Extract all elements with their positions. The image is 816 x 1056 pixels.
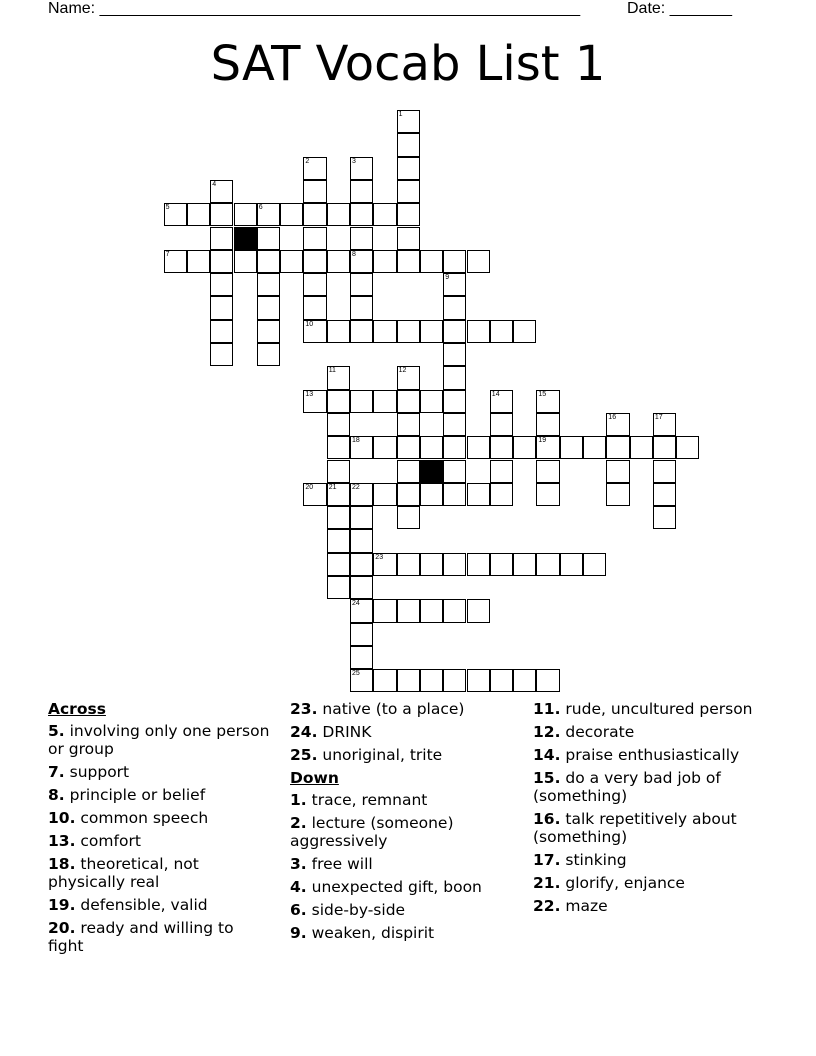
across-clue-5 — [48, 722, 273, 758]
crossword-cell[interactable] — [350, 390, 373, 413]
clue-number: 9. — [290, 924, 307, 942]
crossword-cell[interactable] — [350, 483, 373, 506]
crossword-cell[interactable] — [397, 320, 420, 343]
crossword-cell[interactable] — [536, 483, 559, 506]
crossword-cell[interactable] — [420, 669, 443, 692]
clue-number: 23. — [290, 700, 318, 718]
crossword-cell[interactable] — [350, 529, 373, 552]
crossword-cell[interactable] — [373, 320, 396, 343]
crossword-cell[interactable] — [397, 599, 420, 622]
crossword-cell[interactable] — [490, 483, 513, 506]
crossword-cell[interactable] — [513, 436, 536, 459]
crossword-cell[interactable] — [373, 483, 396, 506]
crossword-cell[interactable] — [327, 436, 350, 459]
crossword-cell[interactable] — [210, 180, 233, 203]
crossword-cell[interactable] — [420, 436, 443, 459]
crossword-cell[interactable] — [420, 599, 443, 622]
down-clue-12 — [533, 723, 773, 741]
clue-text: DRINK — [322, 723, 372, 741]
crossword-cell[interactable] — [560, 436, 583, 459]
clue-text: defensible, valid — [80, 896, 208, 914]
crossword-cell[interactable] — [606, 413, 629, 436]
crossword-cell[interactable] — [350, 227, 373, 250]
clue-text: rude, uncultured person — [565, 700, 753, 718]
crossword-cell[interactable] — [373, 203, 396, 226]
across-clue-20 — [48, 919, 273, 955]
crossword-cell[interactable] — [257, 227, 280, 250]
crossword-cell[interactable] — [420, 483, 443, 506]
crossword-cell[interactable] — [490, 413, 513, 436]
cell-number: 4 — [212, 180, 217, 188]
cell-number: 17 — [654, 413, 663, 421]
across-clue-19 — [48, 896, 273, 914]
clues-column-2 — [290, 700, 515, 947]
clue-text: trace, remnant — [311, 791, 428, 809]
across-clue-10 — [48, 809, 273, 827]
clue-number: 24. — [290, 723, 318, 741]
clue-text: native (to a place) — [322, 700, 465, 718]
crossword-cell[interactable] — [606, 436, 629, 459]
clue-text: principle or belief — [69, 786, 206, 804]
crossword-cell[interactable] — [397, 366, 420, 389]
cell-number: 13 — [305, 390, 314, 398]
clue-text: stinking — [565, 851, 627, 869]
clue-text: comfort — [80, 832, 141, 850]
crossword-cell[interactable] — [303, 250, 326, 273]
crossword-cell[interactable] — [443, 296, 466, 319]
clue-text: talk repetitively about (something) — [533, 810, 737, 846]
cell-number: 11 — [328, 367, 336, 375]
crossword-cell[interactable] — [210, 250, 233, 273]
cell-number: 18 — [352, 437, 360, 445]
crossword-cell[interactable] — [303, 227, 326, 250]
crossword-black-cell — [420, 460, 443, 483]
crossword-cell[interactable] — [350, 576, 373, 599]
down-clue-16 — [533, 810, 773, 846]
crossword-cell[interactable] — [397, 133, 420, 156]
crossword-cell[interactable] — [583, 436, 606, 459]
crossword-cell[interactable] — [467, 599, 490, 622]
clue-text: praise enthusiastically — [565, 746, 740, 764]
crossword-cell[interactable] — [350, 157, 373, 180]
crossword-cell[interactable] — [397, 203, 420, 226]
crossword-cell[interactable] — [490, 553, 513, 576]
crossword-cell[interactable] — [653, 483, 676, 506]
crossword-cell[interactable] — [210, 343, 233, 366]
crossword-cell[interactable] — [350, 273, 373, 296]
down-clue-22 — [533, 897, 773, 915]
cell-number: 20 — [305, 483, 314, 491]
clue-number: 12. — [533, 723, 561, 741]
crossword-cell[interactable] — [443, 250, 466, 273]
crossword-cell[interactable] — [467, 320, 490, 343]
cell-number: 3 — [352, 157, 356, 165]
cell-number: 23 — [375, 553, 384, 561]
crossword-cell[interactable] — [536, 460, 559, 483]
crossword-cell[interactable] — [257, 343, 280, 366]
across-clue-23 — [290, 700, 515, 718]
date-field[interactable]: Date: _______ — [627, 0, 732, 17]
clue-number: 1. — [290, 791, 307, 809]
crossword-cell[interactable] — [397, 110, 420, 133]
crossword-cell[interactable] — [327, 390, 350, 413]
crossword-cell[interactable] — [443, 273, 466, 296]
crossword-cell[interactable] — [397, 227, 420, 250]
clue-text: do a very bad job of (something) — [533, 769, 721, 805]
crossword-cell[interactable] — [327, 320, 350, 343]
crossword-cell[interactable] — [210, 320, 233, 343]
crossword-cell[interactable] — [350, 646, 373, 669]
crossword-cell[interactable] — [257, 203, 280, 226]
cell-number: 5 — [165, 204, 170, 212]
clue-text: side-by-side — [311, 901, 406, 919]
crossword-cell[interactable] — [303, 320, 326, 343]
page-title: SAT Vocab List 1 — [210, 36, 606, 92]
crossword-cell[interactable] — [234, 250, 257, 273]
clue-number: 10. — [48, 809, 76, 827]
crossword-cell[interactable] — [350, 506, 373, 529]
across-clue-8 — [48, 786, 273, 804]
crossword-cell[interactable] — [630, 436, 653, 459]
crossword-cell[interactable] — [467, 553, 490, 576]
crossword-cell[interactable] — [303, 390, 326, 413]
clue-number: 4. — [290, 878, 307, 896]
crossword-cell[interactable] — [467, 483, 490, 506]
cell-number: 10 — [305, 320, 314, 328]
down-clue-15 — [533, 769, 773, 805]
crossword-cell[interactable] — [443, 366, 466, 389]
cell-number: 2 — [305, 157, 310, 165]
cell-number: 9 — [445, 274, 450, 282]
across-clue-13 — [48, 832, 273, 850]
cell-number: 1 — [398, 111, 403, 118]
crossword-cell[interactable] — [397, 413, 420, 436]
crossword-cell[interactable] — [187, 250, 210, 273]
crossword-cell[interactable] — [327, 483, 350, 506]
crossword-cell[interactable] — [373, 436, 396, 459]
clue-text: lecture (someone) aggressively — [290, 814, 454, 850]
crossword-cell[interactable] — [443, 483, 466, 506]
clue-number: 5. — [48, 722, 65, 740]
clue-number: 3. — [290, 855, 307, 873]
crossword-cell[interactable] — [513, 553, 536, 576]
cell-number: 21 — [328, 483, 337, 491]
crossword-cell[interactable] — [536, 390, 559, 413]
crossword-cell[interactable] — [467, 669, 490, 692]
clue-number: 17. — [533, 851, 561, 869]
crossword-cell[interactable] — [373, 553, 396, 576]
crossword-cell[interactable] — [257, 273, 280, 296]
down-clue-14 — [533, 746, 773, 764]
crossword-cell[interactable] — [350, 599, 373, 622]
crossword-cell[interactable] — [513, 669, 536, 692]
crossword-cell[interactable] — [443, 320, 466, 343]
crossword-cell[interactable] — [536, 413, 559, 436]
clues-column-1 — [48, 700, 273, 960]
crossword-cell[interactable] — [443, 460, 466, 483]
cell-number: 19 — [538, 437, 547, 445]
clue-text: weaken, dispirit — [311, 924, 435, 942]
crossword-cell[interactable] — [676, 436, 699, 459]
crossword-cell[interactable] — [490, 669, 513, 692]
clue-text: ready and willing to fight — [48, 919, 234, 955]
crossword-cell[interactable] — [443, 669, 466, 692]
down-clue-21 — [533, 874, 773, 892]
crossword-cell[interactable] — [490, 390, 513, 413]
crossword-cell[interactable] — [350, 296, 373, 319]
crossword-cell[interactable] — [303, 296, 326, 319]
crossword-cell[interactable] — [327, 250, 350, 273]
crossword-cell[interactable] — [373, 390, 396, 413]
down-clue-1 — [290, 791, 515, 809]
down-clue-17 — [533, 851, 773, 869]
cell-number: 15 — [538, 390, 547, 398]
crossword-cell[interactable] — [443, 553, 466, 576]
crossword-cell[interactable] — [560, 553, 583, 576]
crossword-cell[interactable] — [420, 250, 443, 273]
crossword-cell[interactable] — [303, 483, 326, 506]
cell-number: 14 — [491, 390, 500, 398]
clue-text: common speech — [80, 809, 209, 827]
clue-number: 13. — [48, 832, 76, 850]
clue-number: 22. — [533, 897, 561, 915]
across-clue-24 — [290, 723, 515, 741]
clue-number: 21. — [533, 874, 561, 892]
crossword-cell[interactable] — [443, 599, 466, 622]
crossword-cell[interactable] — [443, 390, 466, 413]
cell-number: 22 — [352, 483, 360, 491]
crossword-cell[interactable] — [443, 413, 466, 436]
down-clue-3 — [290, 855, 515, 873]
crossword-cell[interactable] — [303, 180, 326, 203]
clue-number: 6. — [290, 901, 307, 919]
clue-number: 11. — [533, 700, 561, 718]
clue-text: decorate — [565, 723, 635, 741]
clue-text: unexpected gift, boon — [311, 878, 482, 896]
cell-number: 7 — [165, 250, 170, 258]
crossword-cell[interactable] — [257, 320, 280, 343]
across-clue-18 — [48, 855, 273, 891]
cell-number: 8 — [352, 250, 356, 258]
crossword-cell[interactable] — [653, 413, 676, 436]
crossword-cell[interactable] — [443, 436, 466, 459]
crossword-cell[interactable] — [420, 390, 443, 413]
crossword-cell[interactable] — [373, 250, 396, 273]
crossword-cell[interactable] — [397, 506, 420, 529]
down-clue-4 — [290, 878, 515, 896]
clue-text: free will — [311, 855, 373, 873]
clue-text: maze — [565, 897, 608, 915]
crossword-cell[interactable] — [187, 203, 210, 226]
crossword-cell[interactable] — [583, 553, 606, 576]
crossword-cell[interactable] — [536, 553, 559, 576]
clue-text: unoriginal, trite — [322, 746, 443, 764]
crossword-cell[interactable] — [164, 250, 187, 273]
clues-column-3 — [533, 700, 773, 920]
crossword-cell[interactable] — [397, 390, 420, 413]
cell-number: 6 — [258, 204, 263, 212]
crossword-cell[interactable] — [397, 157, 420, 180]
down-heading: Down — [290, 769, 339, 787]
name-field[interactable]: Name: ______________________________________________________ — [48, 0, 581, 17]
crossword-cell[interactable] — [280, 250, 303, 273]
clue-number: 25. — [290, 746, 318, 764]
crossword-cell[interactable] — [350, 180, 373, 203]
crossword-cell[interactable] — [397, 483, 420, 506]
crossword-cell[interactable] — [350, 436, 373, 459]
crossword-cell[interactable] — [350, 250, 373, 273]
crossword-cell[interactable] — [443, 343, 466, 366]
down-clue-9 — [290, 924, 515, 942]
clue-number: 8. — [48, 786, 65, 804]
clue-text: theoretical, not physically real — [48, 855, 199, 891]
crossword-cell[interactable] — [397, 250, 420, 273]
crossword-cell[interactable] — [350, 203, 373, 226]
crossword-cell[interactable] — [303, 203, 326, 226]
clue-number: 19. — [48, 896, 76, 914]
crossword-cell[interactable] — [327, 413, 350, 436]
crossword-black-cell — [234, 227, 257, 250]
cell-number: 16 — [608, 413, 617, 421]
crossword-cell[interactable] — [420, 553, 443, 576]
cell-number: 24 — [352, 600, 360, 608]
crossword-cell[interactable] — [653, 460, 676, 483]
crossword-cell[interactable] — [397, 669, 420, 692]
crossword-cell[interactable] — [327, 553, 350, 576]
crossword-cell[interactable] — [653, 506, 676, 529]
cell-number: 12 — [398, 367, 407, 375]
crossword-cell[interactable] — [210, 296, 233, 319]
clue-text: involving only one person or group — [48, 722, 270, 758]
crossword-cell[interactable] — [280, 203, 303, 226]
crossword-cell[interactable] — [490, 436, 513, 459]
crossword-cell[interactable] — [490, 460, 513, 483]
crossword-cell[interactable] — [397, 460, 420, 483]
crossword-cell[interactable] — [303, 273, 326, 296]
clue-text: support — [69, 763, 130, 781]
clue-number: 7. — [48, 763, 65, 781]
crossword-cell[interactable] — [327, 366, 350, 389]
across-heading: Across — [48, 700, 106, 718]
crossword-cell[interactable] — [234, 203, 257, 226]
crossword-cell[interactable] — [327, 460, 350, 483]
crossword-cell[interactable] — [373, 599, 396, 622]
crossword-cell[interactable] — [303, 157, 326, 180]
clue-number: 15. — [533, 769, 561, 787]
clue-number: 16. — [533, 810, 561, 828]
crossword-cell[interactable] — [210, 273, 233, 296]
down-clue-11 — [533, 700, 773, 718]
across-clue-7 — [48, 763, 273, 781]
crossword-cell[interactable] — [327, 529, 350, 552]
crossword-cell[interactable] — [350, 553, 373, 576]
crossword-cell[interactable] — [210, 227, 233, 250]
crossword-cell[interactable] — [350, 623, 373, 646]
crossword-cell[interactable] — [536, 669, 559, 692]
crossword-cell[interactable] — [373, 669, 396, 692]
crossword-cell[interactable] — [467, 250, 490, 273]
crossword-cell[interactable] — [606, 460, 629, 483]
crossword-cell[interactable] — [397, 436, 420, 459]
crossword-cell[interactable] — [420, 320, 443, 343]
cell-number: 25 — [352, 670, 360, 678]
crossword-cell[interactable] — [653, 436, 676, 459]
down-clue-6 — [290, 901, 515, 919]
down-clue-2 — [290, 814, 515, 850]
clue-number: 14. — [533, 746, 561, 764]
across-clue-25 — [290, 746, 515, 764]
crossword-cell[interactable] — [513, 320, 536, 343]
crossword-cell[interactable] — [327, 203, 350, 226]
crossword-cell[interactable] — [397, 180, 420, 203]
crossword-cell[interactable] — [257, 296, 280, 319]
crossword-cell[interactable] — [164, 203, 187, 226]
crossword-cell[interactable] — [490, 320, 513, 343]
clue-number: 20. — [48, 919, 76, 937]
clue-text: glorify, enjance — [565, 874, 685, 892]
crossword-cell[interactable] — [397, 553, 420, 576]
crossword-cell[interactable] — [210, 203, 233, 226]
crossword-cell[interactable] — [606, 483, 629, 506]
clue-number: 18. — [48, 855, 76, 873]
crossword-cell[interactable] — [257, 250, 280, 273]
crossword-cell[interactable] — [327, 576, 350, 599]
crossword-cell[interactable] — [350, 320, 373, 343]
crossword-cell[interactable] — [327, 506, 350, 529]
crossword-cell[interactable] — [467, 436, 490, 459]
crossword-cell[interactable] — [536, 436, 559, 459]
clue-number: 2. — [290, 814, 307, 832]
crossword-cell[interactable] — [350, 669, 373, 692]
